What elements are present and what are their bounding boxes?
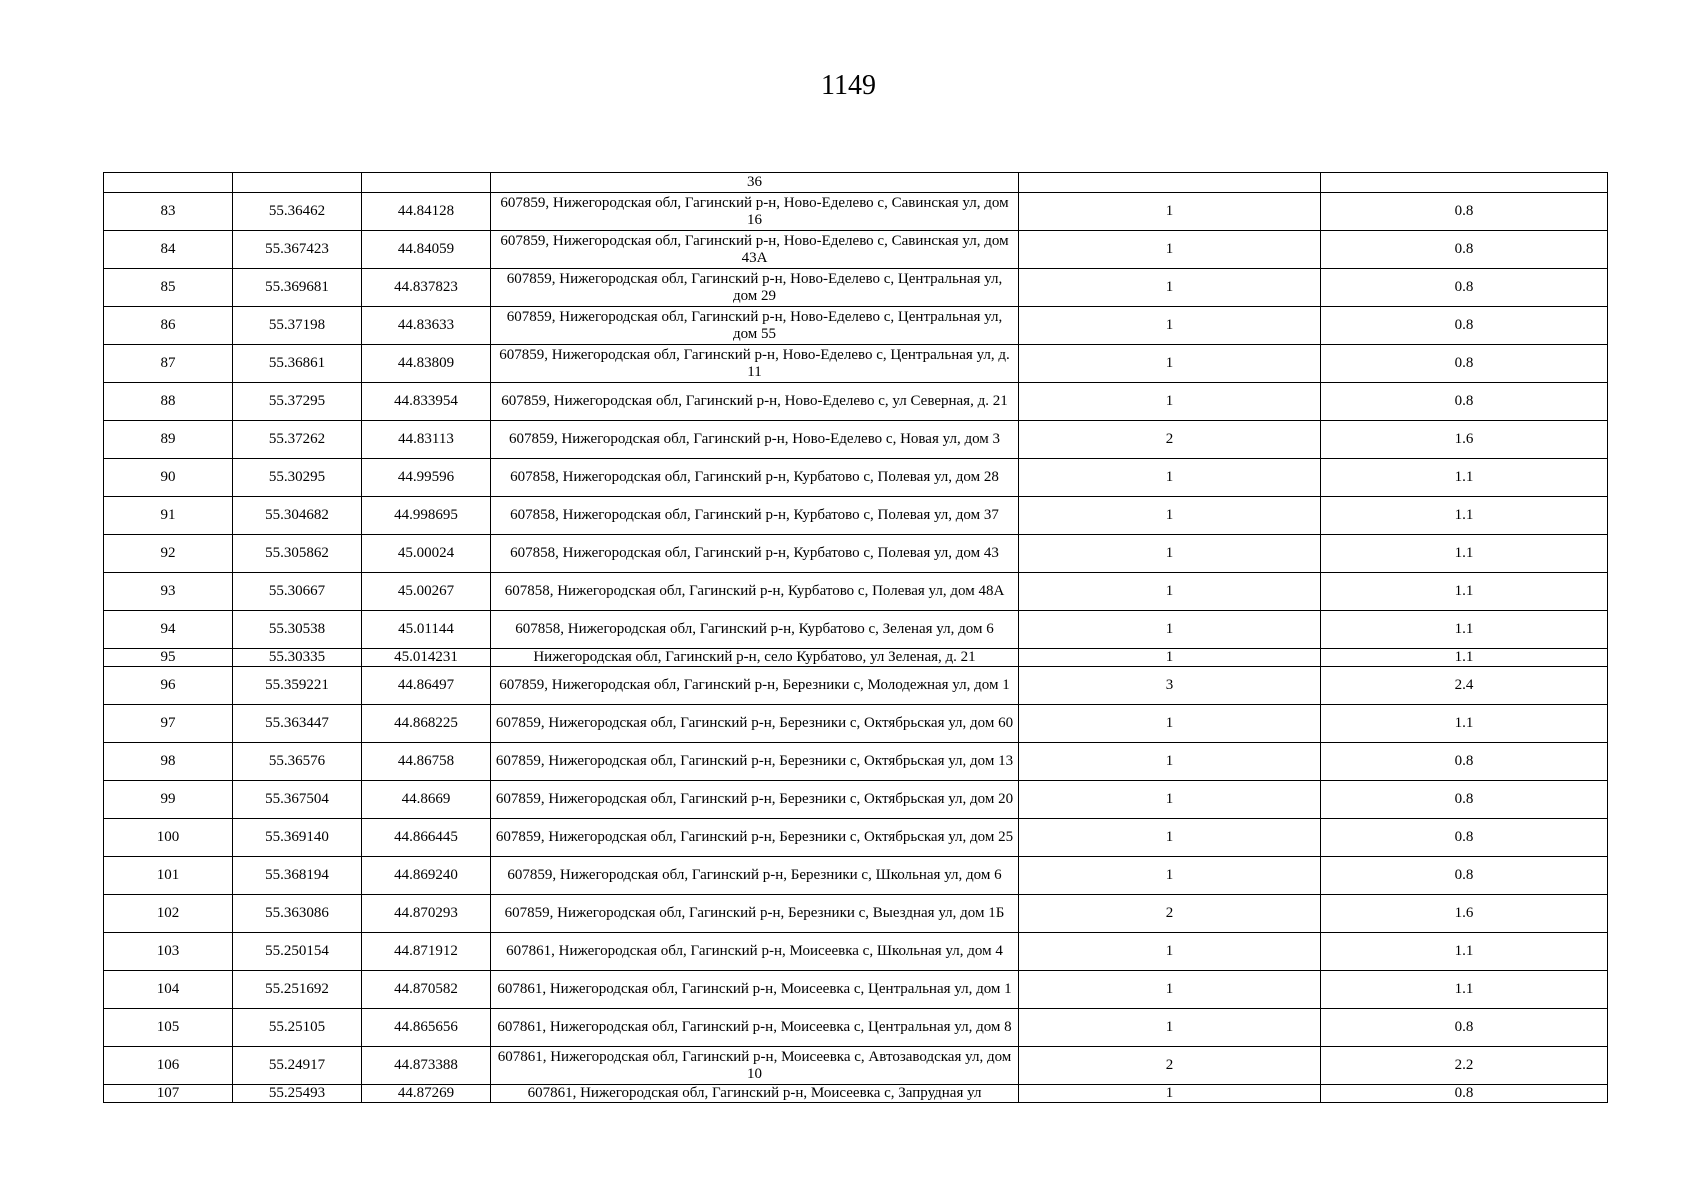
latitude-cell: 55.369140 (233, 819, 362, 857)
table-row (104, 573, 1608, 611)
row-number-cell: 96 (104, 667, 233, 705)
table-row (104, 193, 1608, 231)
latitude-cell: 55.363086 (233, 895, 362, 933)
header-cell (1321, 173, 1608, 193)
value-cell: 1.1 (1321, 649, 1608, 667)
longitude-cell: 44.870293 (362, 895, 491, 933)
row-number-cell: 93 (104, 573, 233, 611)
address-cell: 607859, Нижегородская обл, Гагинский р-н, Ново-Еделево с, Савинская ул, дом 43А (491, 231, 1019, 269)
longitude-cell: 45.01144 (362, 611, 491, 649)
address-cell: 607859, Нижегородская обл, Гагинский р-н, Ново-Еделево с, Центральная ул, д. 11 (491, 345, 1019, 383)
latitude-cell: 55.30667 (233, 573, 362, 611)
count-cell: 1 (1019, 307, 1321, 345)
count-cell: 1 (1019, 649, 1321, 667)
table-row (104, 667, 1608, 705)
longitude-cell: 44.83633 (362, 307, 491, 345)
count-cell: 1 (1019, 933, 1321, 971)
address-cell: Нижегородская обл, Гагинский р-н, село Курбатово, ул Зеленая, д. 21 (491, 649, 1019, 667)
count-cell: 1 (1019, 459, 1321, 497)
latitude-cell: 55.305862 (233, 535, 362, 573)
longitude-cell: 45.014231 (362, 649, 491, 667)
value-cell: 1.6 (1321, 421, 1608, 459)
count-cell: 1 (1019, 743, 1321, 781)
value-cell: 0.8 (1321, 193, 1608, 231)
longitude-cell: 44.865656 (362, 1009, 491, 1047)
latitude-cell: 55.369681 (233, 269, 362, 307)
count-cell: 1 (1019, 573, 1321, 611)
count-cell: 1 (1019, 345, 1321, 383)
longitude-cell: 44.86758 (362, 743, 491, 781)
address-cell: 607861, Нижегородская обл, Гагинский р-н, Моисеевка с, Школьная ул, дом 4 (491, 933, 1019, 971)
header-cell (1019, 173, 1321, 193)
address-cell: 607858, Нижегородская обл, Гагинский р-н, Курбатово с, Полевая ул, дом 43 (491, 535, 1019, 573)
value-cell: 1.1 (1321, 573, 1608, 611)
value-cell: 0.8 (1321, 781, 1608, 819)
table-row (104, 307, 1608, 345)
latitude-cell: 55.359221 (233, 667, 362, 705)
latitude-cell: 55.25493 (233, 1085, 362, 1103)
table-row (104, 1047, 1608, 1085)
value-cell: 0.8 (1321, 1085, 1608, 1103)
address-cell: 607858, Нижегородская обл, Гагинский р-н, Курбатово с, Полевая ул, дом 48А (491, 573, 1019, 611)
latitude-cell: 55.251692 (233, 971, 362, 1009)
address-cell: 607859, Нижегородская обл, Гагинский р-н, Березники с, Октябрьская ул, дом 20 (491, 781, 1019, 819)
latitude-cell: 55.36861 (233, 345, 362, 383)
latitude-cell: 55.25105 (233, 1009, 362, 1047)
header-cell: 36 (491, 173, 1019, 193)
table-row (104, 535, 1608, 573)
latitude-cell: 55.37295 (233, 383, 362, 421)
latitude-cell: 55.367423 (233, 231, 362, 269)
latitude-cell: 55.304682 (233, 497, 362, 535)
latitude-cell: 55.367504 (233, 781, 362, 819)
count-cell: 2 (1019, 895, 1321, 933)
row-number-cell: 90 (104, 459, 233, 497)
latitude-cell: 55.250154 (233, 933, 362, 971)
row-number-cell: 94 (104, 611, 233, 649)
row-number-cell: 99 (104, 781, 233, 819)
table-body (104, 173, 1608, 1103)
row-number-cell: 98 (104, 743, 233, 781)
address-cell: 607859, Нижегородская обл, Гагинский р-н, Березники с, Октябрьская ул, дом 60 (491, 705, 1019, 743)
address-cell: 607859, Нижегородская обл, Гагинский р-н, Ново-Еделево с, ул Северная, д. 21 (491, 383, 1019, 421)
table-row (104, 743, 1608, 781)
longitude-cell: 44.84059 (362, 231, 491, 269)
header-cell (362, 173, 491, 193)
row-number-cell: 105 (104, 1009, 233, 1047)
latitude-cell: 55.30295 (233, 459, 362, 497)
row-number-cell: 89 (104, 421, 233, 459)
longitude-cell: 44.866445 (362, 819, 491, 857)
count-cell: 1 (1019, 611, 1321, 649)
address-cell: 607861, Нижегородская обл, Гагинский р-н, Моисеевка с, Автозаводская ул, дом 10 (491, 1047, 1019, 1085)
count-cell: 1 (1019, 497, 1321, 535)
row-number-cell: 92 (104, 535, 233, 573)
row-number-cell: 88 (104, 383, 233, 421)
count-cell: 1 (1019, 193, 1321, 231)
table-row (104, 895, 1608, 933)
longitude-cell: 44.837823 (362, 269, 491, 307)
longitude-cell: 44.873388 (362, 1047, 491, 1085)
longitude-cell: 44.83809 (362, 345, 491, 383)
address-cell: 607859, Нижегородская обл, Гагинский р-н, Ново-Еделево с, Новая ул, дом 3 (491, 421, 1019, 459)
count-cell: 1 (1019, 781, 1321, 819)
value-cell: 1.1 (1321, 705, 1608, 743)
row-number-cell: 104 (104, 971, 233, 1009)
latitude-cell: 55.368194 (233, 857, 362, 895)
row-number-cell: 107 (104, 1085, 233, 1103)
address-cell: 607861, Нижегородская обл, Гагинский р-н, Моисеевка с, Центральная ул, дом 1 (491, 971, 1019, 1009)
latitude-cell: 55.30538 (233, 611, 362, 649)
value-cell: 1.1 (1321, 971, 1608, 1009)
longitude-cell: 44.870582 (362, 971, 491, 1009)
table-row (104, 971, 1608, 1009)
longitude-cell: 44.83113 (362, 421, 491, 459)
longitude-cell: 44.86497 (362, 667, 491, 705)
row-number-cell: 91 (104, 497, 233, 535)
table-row (104, 231, 1608, 269)
row-number-cell: 97 (104, 705, 233, 743)
longitude-cell: 44.998695 (362, 497, 491, 535)
address-cell: 607859, Нижегородская обл, Гагинский р-н, Ново-Еделево с, Савинская ул, дом 16 (491, 193, 1019, 231)
table-row (104, 269, 1608, 307)
value-cell: 0.8 (1321, 857, 1608, 895)
value-cell: 0.8 (1321, 819, 1608, 857)
address-cell: 607858, Нижегородская обл, Гагинский р-н, Курбатово с, Полевая ул, дом 28 (491, 459, 1019, 497)
value-cell: 1.1 (1321, 535, 1608, 573)
latitude-cell: 55.363447 (233, 705, 362, 743)
count-cell: 1 (1019, 383, 1321, 421)
longitude-cell: 45.00267 (362, 573, 491, 611)
table-row (104, 781, 1608, 819)
longitude-cell: 44.868225 (362, 705, 491, 743)
count-cell: 1 (1019, 705, 1321, 743)
address-cell: 607859, Нижегородская обл, Гагинский р-н, Ново-Еделево с, Центральная ул, дом 29 (491, 269, 1019, 307)
count-cell: 1 (1019, 819, 1321, 857)
count-cell: 1 (1019, 971, 1321, 1009)
address-cell: 607859, Нижегородская обл, Гагинский р-н, Березники с, Октябрьская ул, дом 13 (491, 743, 1019, 781)
row-number-cell: 103 (104, 933, 233, 971)
count-cell: 1 (1019, 535, 1321, 573)
count-cell: 1 (1019, 1085, 1321, 1103)
value-cell: 1.1 (1321, 611, 1608, 649)
count-cell: 3 (1019, 667, 1321, 705)
table-row (104, 345, 1608, 383)
value-cell: 1.1 (1321, 497, 1608, 535)
page-number: 1149 (821, 70, 876, 101)
latitude-cell: 55.24917 (233, 1047, 362, 1085)
address-cell: 607859, Нижегородская обл, Гагинский р-н, Березники с, Школьная ул, дом 6 (491, 857, 1019, 895)
table-row (104, 1009, 1608, 1047)
longitude-cell: 44.833954 (362, 383, 491, 421)
row-number-cell: 100 (104, 819, 233, 857)
row-number-cell: 83 (104, 193, 233, 231)
row-number-cell: 102 (104, 895, 233, 933)
row-number-cell: 95 (104, 649, 233, 667)
address-cell: 607859, Нижегородская обл, Гагинский р-н, Ново-Еделево с, Центральная ул, дом 55 (491, 307, 1019, 345)
table-row (104, 383, 1608, 421)
count-cell: 1 (1019, 269, 1321, 307)
table-row (104, 611, 1608, 649)
value-cell: 1.6 (1321, 895, 1608, 933)
table-row (104, 421, 1608, 459)
longitude-cell: 44.869240 (362, 857, 491, 895)
table-row (104, 705, 1608, 743)
value-cell: 2.4 (1321, 667, 1608, 705)
longitude-cell: 44.8669 (362, 781, 491, 819)
count-cell: 1 (1019, 231, 1321, 269)
row-number-cell: 85 (104, 269, 233, 307)
latitude-cell: 55.37262 (233, 421, 362, 459)
table-row (104, 933, 1608, 971)
table-row (104, 1085, 1608, 1103)
header-cell (233, 173, 362, 193)
data-table (103, 172, 1608, 1103)
value-cell: 0.8 (1321, 743, 1608, 781)
table-row (104, 649, 1608, 667)
row-number-cell: 86 (104, 307, 233, 345)
table-header-row (104, 173, 1608, 193)
address-cell: 607858, Нижегородская обл, Гагинский р-н, Курбатово с, Полевая ул, дом 37 (491, 497, 1019, 535)
longitude-cell: 44.87269 (362, 1085, 491, 1103)
latitude-cell: 55.36576 (233, 743, 362, 781)
count-cell: 2 (1019, 421, 1321, 459)
value-cell: 0.8 (1321, 383, 1608, 421)
table-row (104, 497, 1608, 535)
latitude-cell: 55.30335 (233, 649, 362, 667)
table-row (104, 459, 1608, 497)
row-number-cell: 106 (104, 1047, 233, 1085)
value-cell: 0.8 (1321, 345, 1608, 383)
value-cell: 1.1 (1321, 933, 1608, 971)
latitude-cell: 55.36462 (233, 193, 362, 231)
value-cell: 0.8 (1321, 1009, 1608, 1047)
address-cell: 607861, Нижегородская обл, Гагинский р-н, Моисеевка с, Запрудная ул (491, 1085, 1019, 1103)
value-cell: 2.2 (1321, 1047, 1608, 1085)
count-cell: 1 (1019, 857, 1321, 895)
table-row (104, 857, 1608, 895)
row-number-cell: 101 (104, 857, 233, 895)
address-cell: 607859, Нижегородская обл, Гагинский р-н, Березники с, Молодежная ул, дом 1 (491, 667, 1019, 705)
table-row (104, 819, 1608, 857)
longitude-cell: 44.871912 (362, 933, 491, 971)
count-cell: 2 (1019, 1047, 1321, 1085)
longitude-cell: 44.99596 (362, 459, 491, 497)
row-number-cell: 84 (104, 231, 233, 269)
value-cell: 0.8 (1321, 307, 1608, 345)
value-cell: 0.8 (1321, 269, 1608, 307)
header-cell (104, 173, 233, 193)
address-cell: 607858, Нижегородская обл, Гагинский р-н, Курбатово с, Зеленая ул, дом 6 (491, 611, 1019, 649)
count-cell: 1 (1019, 1009, 1321, 1047)
address-cell: 607861, Нижегородская обл, Гагинский р-н, Моисеевка с, Центральная ул, дом 8 (491, 1009, 1019, 1047)
address-cell: 607859, Нижегородская обл, Гагинский р-н, Березники с, Выездная ул, дом 1Б (491, 895, 1019, 933)
latitude-cell: 55.37198 (233, 307, 362, 345)
value-cell: 0.8 (1321, 231, 1608, 269)
value-cell: 1.1 (1321, 459, 1608, 497)
longitude-cell: 45.00024 (362, 535, 491, 573)
address-cell: 607859, Нижегородская обл, Гагинский р-н, Березники с, Октябрьская ул, дом 25 (491, 819, 1019, 857)
longitude-cell: 44.84128 (362, 193, 491, 231)
row-number-cell: 87 (104, 345, 233, 383)
